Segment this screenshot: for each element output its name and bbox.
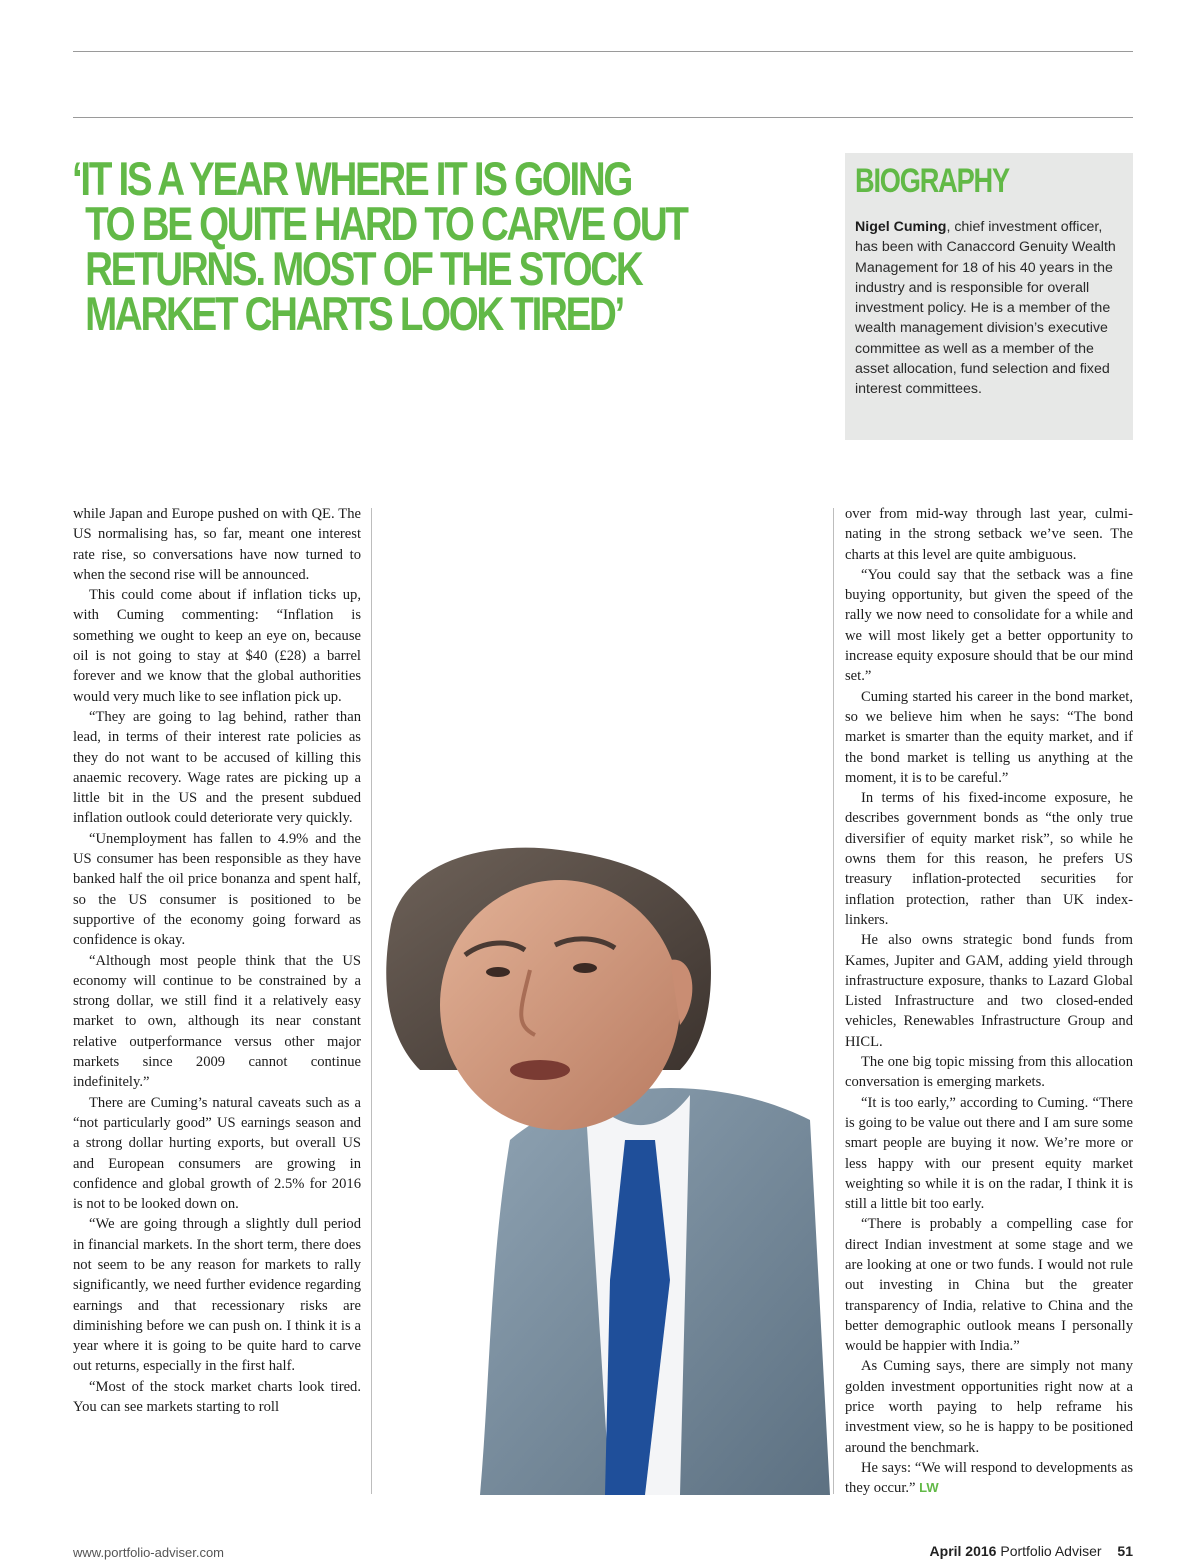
portrait-photo (380, 840, 830, 1495)
top-rule-2 (73, 117, 1133, 118)
paragraph: “You could say that the setback was a fine buying opportunity, but given the speed of the rally we now need to consolidate for a while and we will most likely get a better opportunity to increase equity exposure should that be our mind set.” (845, 566, 1133, 685)
paragraph: “They are going to lag behind, rather than lead, in terms of their interest rate policies as they do not want to be accused of killing this anaemic recovery. Wage rates are picking up a little bit in the US and the present subdued inflation outlook could deteriorate very quickly. (73, 708, 361, 827)
author-signature: LW (919, 1480, 939, 1496)
paragraph: over from mid-way through last year, culminating in the strong setback we’ve seen. The charts at this level are quite ambiguous. (845, 506, 1133, 563)
paragraph: There are Cuming’s natural caveats such as a “not particularly good” US earnings season and a strong dollar hurting exports, but overall US and European consumers are growing in confidence and global growth of 2.5% for 2016 is not to be looked down on. (73, 1094, 361, 1213)
column-divider-right (833, 508, 834, 1494)
pull-quote-line: ‘IT IS A YEAR WHERE IT IS GOING (72, 152, 632, 205)
paragraph: while Japan and Europe pushed on with QE. The US normalising has, so far, meant one interest rate rise, so conversations have now turned to when the second rise will be announced. (73, 506, 361, 583)
biography-box (845, 153, 1133, 440)
mouth (510, 1060, 570, 1080)
biography-body: , chief investment officer, has been with Canaccord Genuity Wealth Management for 18 of his 40 years in the industry and is responsible for overall investment policy. He is a member of the wealth management division’s executive committee as well as a member of the asset allocation, fund selection and fixed interest committees. (855, 219, 1116, 398)
eye-right (573, 963, 597, 973)
paragraph (845, 1458, 1133, 1499)
right-column (845, 504, 1133, 1499)
paragraph: Cuming started his career in the bond market, so we believe him when he says: “The bond market is smarter than the equity market, and if the bond market is telling us anything at the moment, it is to be careful.” (845, 688, 1133, 786)
footer-publication: Portfolio Adviser (1000, 1543, 1102, 1559)
biography-title: BIOGRAPHY (855, 162, 1009, 200)
paragraph: As Cuming says, there are simply not many golden investment opportunities right now at a price worth paying to help reframe his investment view, so he is happy to be positioned around the benchmark. (845, 1358, 1133, 1456)
eye-left (486, 967, 510, 977)
footer-url: www.portfolio-adviser.com (73, 1545, 224, 1560)
pull-quote-line: TO BE QUITE HARD TO CARVE OUT (85, 197, 687, 250)
footer-issue (930, 1543, 1133, 1559)
paragraph: The one big topic missing from this allocation conversation is emerging markets. (845, 1054, 1133, 1091)
column-divider-left (371, 508, 372, 1494)
paragraph: “There is probably a compelling case for direct Indian investment at some stage and we are looking at one or two funds. I would not rule out investing in China but the greater transparency of India, relative to China and the better demographic outlook means I personally would be happier with India.” (845, 1216, 1133, 1355)
paragraph: “Unemployment has fallen to 4.9% and the US consumer has been responsible as they have banked half the oil price bonanza and spent half, so the US consumer is positioned to be supportive of the economy going forward as confidence is okay. (73, 830, 361, 949)
paragraph: “We are going through a slightly dull period in financial markets. In the short term, there does not seem to be any reason for markets to rally significantly, we need further evidence regarding earnings and that recessionary risks are diminishing before we can push on. I think it is a year where it is going to be quite hard to carve out returns, especially in the first half. (73, 1216, 361, 1375)
footer-date: April 2016 (929, 1543, 997, 1559)
paragraph: In terms of his fixed-income exposure, he describes government bonds as “the only true diversifier of equity market risk”, so while he owns them for this reason, he prefers US treasury inflation-protected securities for inflation protection, rather than UK index-linkers. (845, 790, 1133, 928)
top-rule-1 (73, 51, 1133, 52)
biography-text (855, 217, 1123, 400)
paragraph: He also owns strategic bond funds from Kames, Jupiter and GAM, adding yield through infrastructure exposure, thanks to Lazard Global Listed Infrastructure and two closed-ended vehicles, Renewables Infrastructure Group and HICL. (845, 932, 1133, 1050)
paragraph: This could come about if inflation ticks up, with Cuming commenting: “Inflation is something we ought to keep an eye on, because oil is not going to stay at $40 (£28) a barrel forever and we know that the global authorities would very much like to see inflation pick up. (73, 587, 361, 705)
page-number: 51 (1117, 1543, 1133, 1559)
left-column (73, 504, 361, 1417)
paragraph: “It is too early,” according to Cuming. “There is going to be value out there and I am sure some smart people are buying it now. We’re more or less happy with our present equity market weighting so while it is on the radar, I think it is still a little bit too early. (845, 1094, 1133, 1213)
face (440, 880, 680, 1130)
pull-quote-line: MARKET CHARTS LOOK TIRED’ (85, 287, 623, 340)
pull-quote (72, 152, 687, 340)
pull-quote-line: RETURNS. MOST OF THE STOCK (85, 242, 642, 295)
paragraph: “Most of the stock market charts look tired. You can see markets starting to roll (73, 1378, 361, 1416)
paragraph: “Although most people think that the US economy will continue to be constrained by a strong dollar, we still find it a relatively easy market to own, although its near constant relative outperformance versus other major markets since 2009 cannot continue indefinitely.” (73, 952, 361, 1091)
biography-name: Nigel Cuming (855, 219, 947, 235)
closing-text: He says: “We will respond to developments as they occur.” (845, 1459, 1133, 1497)
